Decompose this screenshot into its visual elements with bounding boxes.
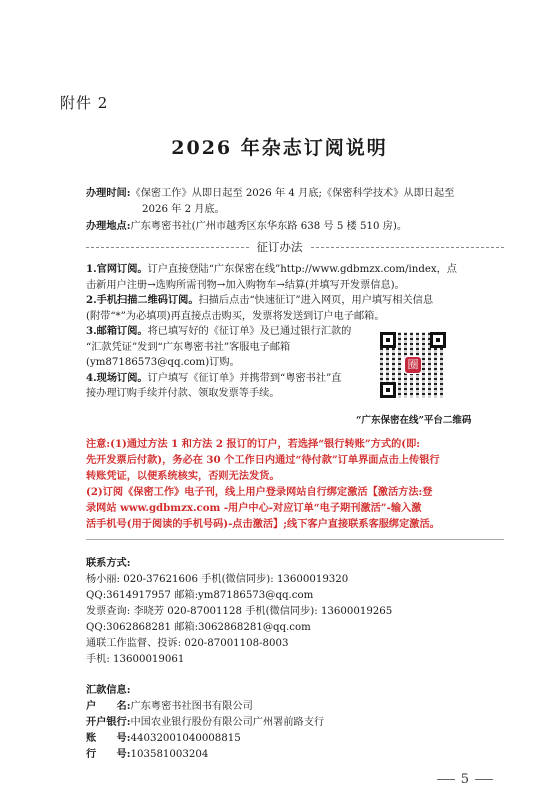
list-item: 3.邮箱订阅。将已填写好的《征订单》及已通过银行汇款的 <box>86 325 352 337</box>
contact-line: 手机: 13600019061 <box>86 654 185 665</box>
time-line-1: 《保密工作》从即日起至 2026 年 4 月底;《保密科学技术》从即日起至 <box>130 188 455 199</box>
divider <box>86 539 504 540</box>
list-item-line: (ym87186573@qq.com)订购。 <box>86 357 240 368</box>
list-item-line: “汇款凭证”发到“广东粤密书社”客服电子邮箱 <box>86 342 291 353</box>
annex-label: 附件 2 <box>60 94 109 112</box>
notice-line: (2)订阅《保密工作》电子刊，线上用户登录网站自行绑定激活【激活方法:登 <box>86 486 433 498</box>
section-title: 征订办法 <box>0 239 559 255</box>
remit-row: 行 号:103581003204 <box>86 748 209 760</box>
list-item-line: (附带“*”为必填项)再直接点击购买，发票将发送到订户电子邮箱。 <box>86 311 385 322</box>
notice-line: 先开发票后付款)，务必在 30 个工作日内通过“待付款”订单界面点击上传银行 <box>86 454 440 466</box>
page-title: 2026 年杂志订阅说明 <box>171 137 388 159</box>
qr-finder-icon <box>430 332 446 348</box>
notice-line: 活手机号(用于阅读的手机号码)-点击激活】;线下客户直接联系客服绑定激活。 <box>86 518 440 530</box>
notice-line: 转账凭证，以便系统核实，否则无法发货。 <box>86 470 280 482</box>
remit-row: 账 号:44032001040008815 <box>86 732 241 744</box>
qr-finder-icon <box>380 382 396 398</box>
logo-icon <box>404 356 422 374</box>
notice-line: 注意:(1)通过方法 1 和方法 2 报订的订户，若选择“银行转账”方式的(即: <box>86 438 421 450</box>
qr-caption: “广东保密在线”平台二维码 <box>356 415 472 426</box>
list-item: 2.手机扫描二维码订阅。扫描后点击“快速征订”进入网页，用户填写相关信息 <box>86 294 434 306</box>
page-number: 5 <box>431 772 499 787</box>
list-item-line: 击新用户注册→选购所需刊物→加入购物车→结算(并填写开发票信息)。 <box>86 280 405 291</box>
time-label: 办理时间: <box>86 187 131 199</box>
list-item: 1.官网订阅。订户直接登陆“广东保密在线”http://www.gdbmzx.com/index，点 <box>86 263 457 275</box>
place-label: 办理地点: <box>86 220 131 232</box>
notice-line: 录网站 www.gdbmzx.com -用户中心-对应订单“电子期刊激活”-输入激 <box>86 502 422 514</box>
qr-finder-icon <box>380 332 396 348</box>
contact-line: QQ:3062868281 邮箱:3062868281@qq.com <box>86 622 311 633</box>
qr-code[interactable] <box>380 332 446 398</box>
contact-line: 杨小丽: 020-37621606 手机(微信同步): 13600019320 <box>86 574 349 585</box>
place-text: 广东粤密书社(广州市越秀区东华东路 638 号 5 楼 510 房)。 <box>130 221 408 232</box>
contact-line: 发票查询: 李晓芳 020-87001128 手机(微信同步): 13600019265 <box>86 606 393 617</box>
time-line-2: 2026 年 2 月底。 <box>142 204 225 215</box>
list-item: 4.现场订阅。订户填写《征订单》并携带到“粤密书社”直 <box>86 372 342 384</box>
contact-line: 通联工作监督、投诉: 020-87001108-8003 <box>86 638 289 649</box>
contact-line: QQ:3614917957 邮箱:ym87186573@qq.com <box>86 590 314 601</box>
list-item-line: 接办理订购手续并付款、领取发票等手续。 <box>86 388 280 399</box>
contact-heading: 联系方式: <box>86 557 131 569</box>
remit-row: 户 名:广东粤密书社图书有限公司 <box>86 700 253 712</box>
remit-heading: 汇款信息: <box>86 684 131 696</box>
remit-row: 开户银行:中国农业银行股份有限公司广州署前路支行 <box>86 716 325 728</box>
